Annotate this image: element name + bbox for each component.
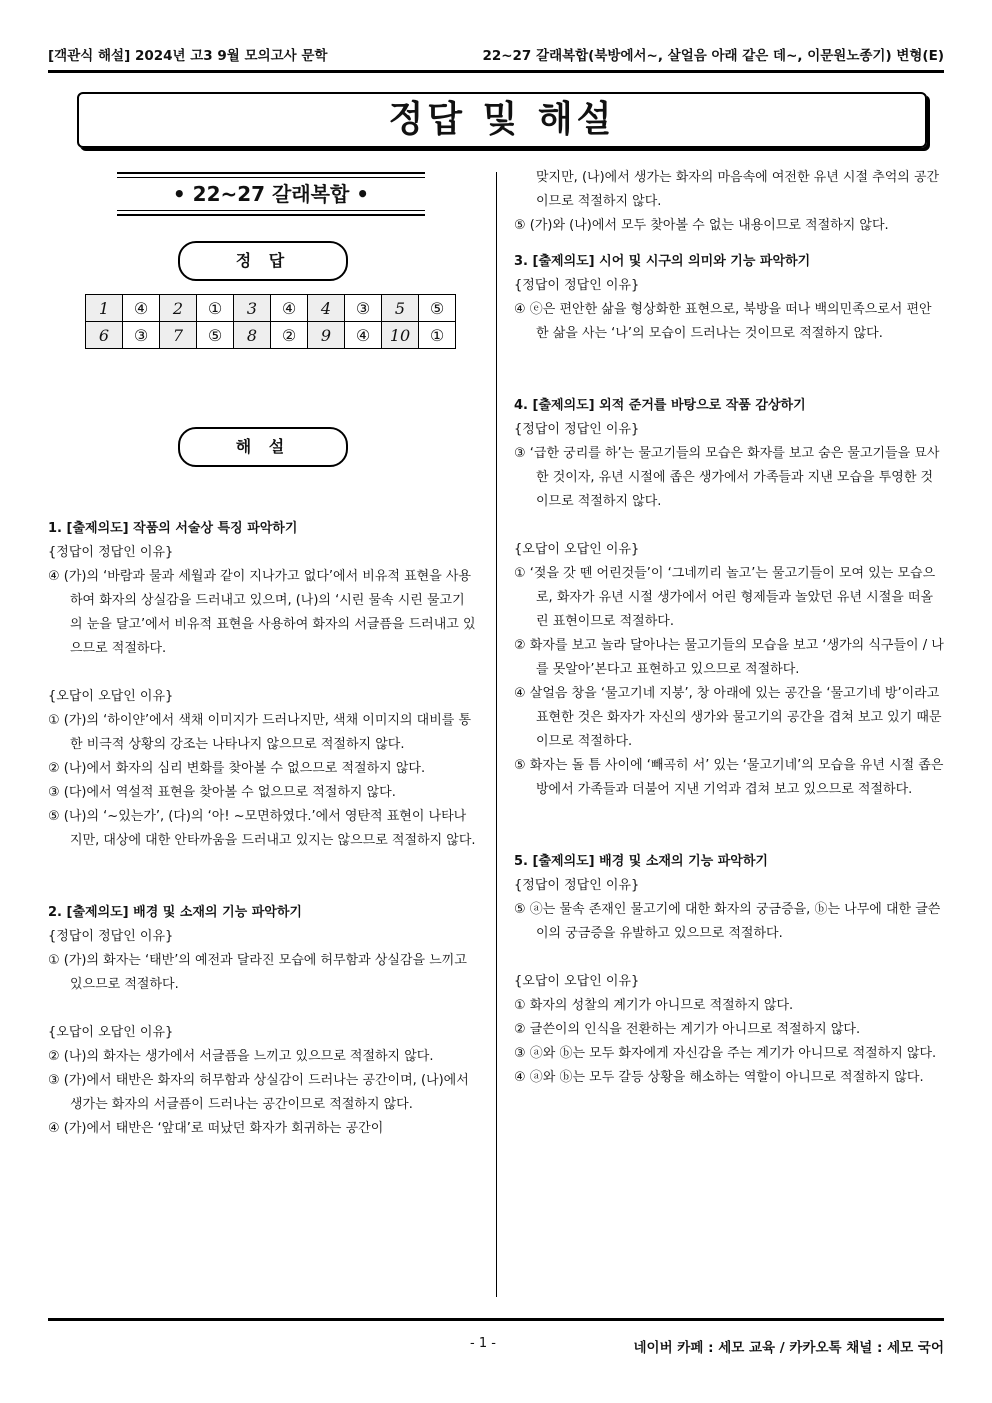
answer-number: 4 xyxy=(308,295,345,322)
spacer xyxy=(514,802,944,826)
question-heading: 5. [출제의도] 배경 및 소재의 기능 파악하기 xyxy=(514,854,768,869)
spacer xyxy=(514,946,944,970)
reason-label: {오답이 오답인 이유} xyxy=(514,974,640,989)
spacer xyxy=(514,346,944,370)
column-divider xyxy=(496,172,497,1297)
answer-choice: ⑤ xyxy=(419,295,456,322)
explanation-item: ③ ⓐ와 ⓑ는 모두 화자에게 자신감을 주는 계기가 아니므로 적절하지 않다. xyxy=(514,1046,937,1061)
explanation-item: ④ ⓐ와 ⓑ는 모두 갈등 상황을 해소하는 역할이 아니므로 적절하지 않다. xyxy=(514,1070,924,1085)
explanation-item: ① (가)의 화자는 ‘태반’의 예전과 달라진 모습에 허무함과 상실감을 느끼고 있으므로 적절하다. xyxy=(48,953,467,992)
left-column xyxy=(48,517,476,1141)
answer-choice: ④ xyxy=(271,295,308,322)
answer-choice: ① xyxy=(419,322,456,349)
page-header xyxy=(48,44,944,66)
explanation-item: ② 글쓴이의 인식을 전환하는 계기가 아니므로 적절하지 않다. xyxy=(514,1022,861,1037)
answer-choice: ③ xyxy=(123,322,160,349)
header-left: [객관식 해설] 2024년 고3 9월 모의고사 문학 xyxy=(48,48,328,64)
header-right: 22~27 갈래복합(북방에서~, 살얼음 아래 같은 데~, 이문원노종기) 변형(E) xyxy=(482,48,944,64)
explanation-item: ① (가)의 ‘하이얀’에서 색채 이미지가 드러나지만, 색채 이미지의 대비를 통한 비극적 상황의 강조는 나타나지 않으므로 적절하지 않다. xyxy=(48,713,472,752)
footer-credit: 네이버 카페 : 세모 교육 / 카카오톡 채널 : 세모 국어 xyxy=(633,1340,944,1356)
explanation-item: ④ (가)에서 태반은 ‘앞대’로 떠났던 화자가 회귀하는 공간이 xyxy=(48,1121,384,1136)
answer-number: 9 xyxy=(308,322,345,349)
answer-choice: ② xyxy=(271,322,308,349)
explanation-item: ③ (가)에서 태반은 화자의 허무함과 상실감이 드러나는 공간이며, (나)에서 생가는 화자의 서글픔이 드러나는 공간이므로 적절하지 않다. xyxy=(48,1073,469,1112)
answer-number: 7 xyxy=(160,322,197,349)
explanation-item: ④ (가)의 ‘바람과 물과 세월과 같이 지나가고 없다’에서 비유적 표현을 사용하여 화자의 상실감을 드러내고 있으며, (나)의 ‘시린 물속 시린 물고기의 눈을 달고’에서 비유적 표현을 사용하여 화자의 서글픔을 드러내고 있으므로 적절하다. xyxy=(48,569,476,656)
explanation-item: ③ (다)에서 역설적 표현을 찾아볼 수 없으므로 적절하지 않다. xyxy=(48,785,396,800)
question-heading: 2. [출제의도] 배경 및 소재의 기능 파악하기 xyxy=(48,905,302,920)
answer-number: 1 xyxy=(86,295,123,322)
footer-rule xyxy=(48,1318,944,1321)
reason-label: {정답이 정답인 이유} xyxy=(48,929,174,944)
answer-row xyxy=(86,295,456,322)
explanation-item: ④ 살얼음 창을 ‘물고기네 지붕’, 창 아래에 있는 공간을 ‘물고기네 방’이라고 표현한 것은 화자가 자신의 생가와 물고기의 공간을 겹쳐 보고 있기 때문이므로 적절하다. xyxy=(514,686,942,749)
explain-label: 해 설 xyxy=(178,427,348,467)
explanation-item: ② (나)의 화자는 생가에서 서글픔을 느끼고 있으므로 적절하지 않다. xyxy=(48,1049,434,1064)
explanation-item: ① 화자의 성찰의 계기가 아니므로 적절하지 않다. xyxy=(514,998,794,1013)
reason-label: {정답이 정답인 이유} xyxy=(48,545,174,560)
answer-row xyxy=(86,322,456,349)
explanation-item: ② (나)에서 화자의 심리 변화를 찾아볼 수 없으므로 적절하지 않다. xyxy=(48,761,426,776)
question-heading: 1. [출제의도] 작품의 서술상 특징 파악하기 xyxy=(48,521,298,536)
reason-label: {정답이 정답인 이유} xyxy=(514,422,640,437)
reason-label: {오답이 오답인 이유} xyxy=(514,542,640,557)
spacer xyxy=(514,826,944,850)
reason-label: {오답이 오답인 이유} xyxy=(48,689,174,704)
explanation-item: ⑤ 화자는 돌 틈 사이에 ‘빼곡히 서’ 있는 ‘물고기네’의 모습을 유년 시절 좁은 방에서 가족들과 더불어 지낸 기억과 겹쳐 보고 있으므로 적절하다. xyxy=(514,758,944,797)
spacer xyxy=(514,370,944,394)
explanation-item: ① ‘젖을 갓 뗀 어린것들’이 ‘그네끼리 놀고’는 물고기들이 모여 있는 모습으로, 화자가 유년 시절 생가에서 어린 형제들과 놀았던 유년 시절을 떠올린 표현이므로 적절하다. xyxy=(514,566,936,629)
answer-number: 6 xyxy=(86,322,123,349)
reason-label: {오답이 오답인 이유} xyxy=(48,1025,174,1040)
answer-choice: ④ xyxy=(345,322,382,349)
explanation-continued: 맞지만, (나)에서 생가는 화자의 마음속에 여전한 유년 시절 추억의 공간이므로 적절하지 않다. xyxy=(536,170,940,209)
section-title: • 22~27 갈래복합 • xyxy=(117,172,425,216)
spacer xyxy=(48,997,476,1021)
spacer xyxy=(514,514,944,538)
explanation-item: ② 화자를 보고 놀라 달아나는 물고기들의 모습을 보고 ‘생가의 식구들이 / 나를 못알아’본다고 표현하고 있으므로 적절하다. xyxy=(514,638,944,677)
question-heading: 4. [출제의도] 외적 준거를 바탕으로 작품 감상하기 xyxy=(514,398,806,413)
header-rule xyxy=(48,70,944,73)
spacer xyxy=(48,877,476,901)
page-number: - 1 - xyxy=(470,1336,496,1351)
answer-number: 5 xyxy=(382,295,419,322)
explanation-item: ④ ⓔ은 편안한 삶을 형상화한 표현으로, 북방을 떠나 백의민족으로서 편안한 삶을 사는 ‘나’의 모습이 드러나는 것이므로 적절하지 않다. xyxy=(514,302,932,341)
page-title: 정답 및 해설 xyxy=(77,92,927,148)
spacer xyxy=(514,238,944,250)
answer-label: 정 답 xyxy=(178,241,348,281)
answer-choice: ① xyxy=(197,295,234,322)
answer-number: 10 xyxy=(382,322,419,349)
explanation-item: ⑤ ⓐ는 물속 존재인 물고기에 대한 화자의 궁금증을, ⓑ는 나무에 대한 글쓴이의 궁금증을 유발하고 있으므로 적절하다. xyxy=(514,902,941,941)
reason-label: {정답이 정답인 이유} xyxy=(514,278,640,293)
question-heading: 3. [출제의도] 시어 및 시구의 의미와 기능 파악하기 xyxy=(514,254,811,269)
answer-number: 8 xyxy=(234,322,271,349)
spacer xyxy=(48,853,476,877)
right-column xyxy=(514,166,944,1090)
spacer xyxy=(48,661,476,685)
answer-number: 2 xyxy=(160,295,197,322)
explanation-item: ⑤ (가)와 (나)에서 모두 찾아볼 수 없는 내용이므로 적절하지 않다. xyxy=(514,218,889,233)
explanation-item: ③ ‘급한 궁리를 하’는 물고기들의 모습은 화자를 보고 숨은 물고기들을 묘사한 것이자, 유년 시절에 좁은 생가에서 가족들과 지낸 모습을 투영한 것이므로 적절하지 않다. xyxy=(514,446,940,509)
answer-number: 3 xyxy=(234,295,271,322)
answer-table xyxy=(85,294,456,349)
answer-choice: ③ xyxy=(345,295,382,322)
answer-choice: ⑤ xyxy=(197,322,234,349)
explanation-item: ⑤ (나)의 ‘~있는가’, (다)의 ‘아! ~모면하였다.’에서 영탄적 표현이 나타나지만, 대상에 대한 안타까움을 드러내고 있지는 않으므로 적절하지 않다. xyxy=(48,809,476,848)
answer-choice: ④ xyxy=(123,295,160,322)
reason-label: {정답이 정답인 이유} xyxy=(514,878,640,893)
